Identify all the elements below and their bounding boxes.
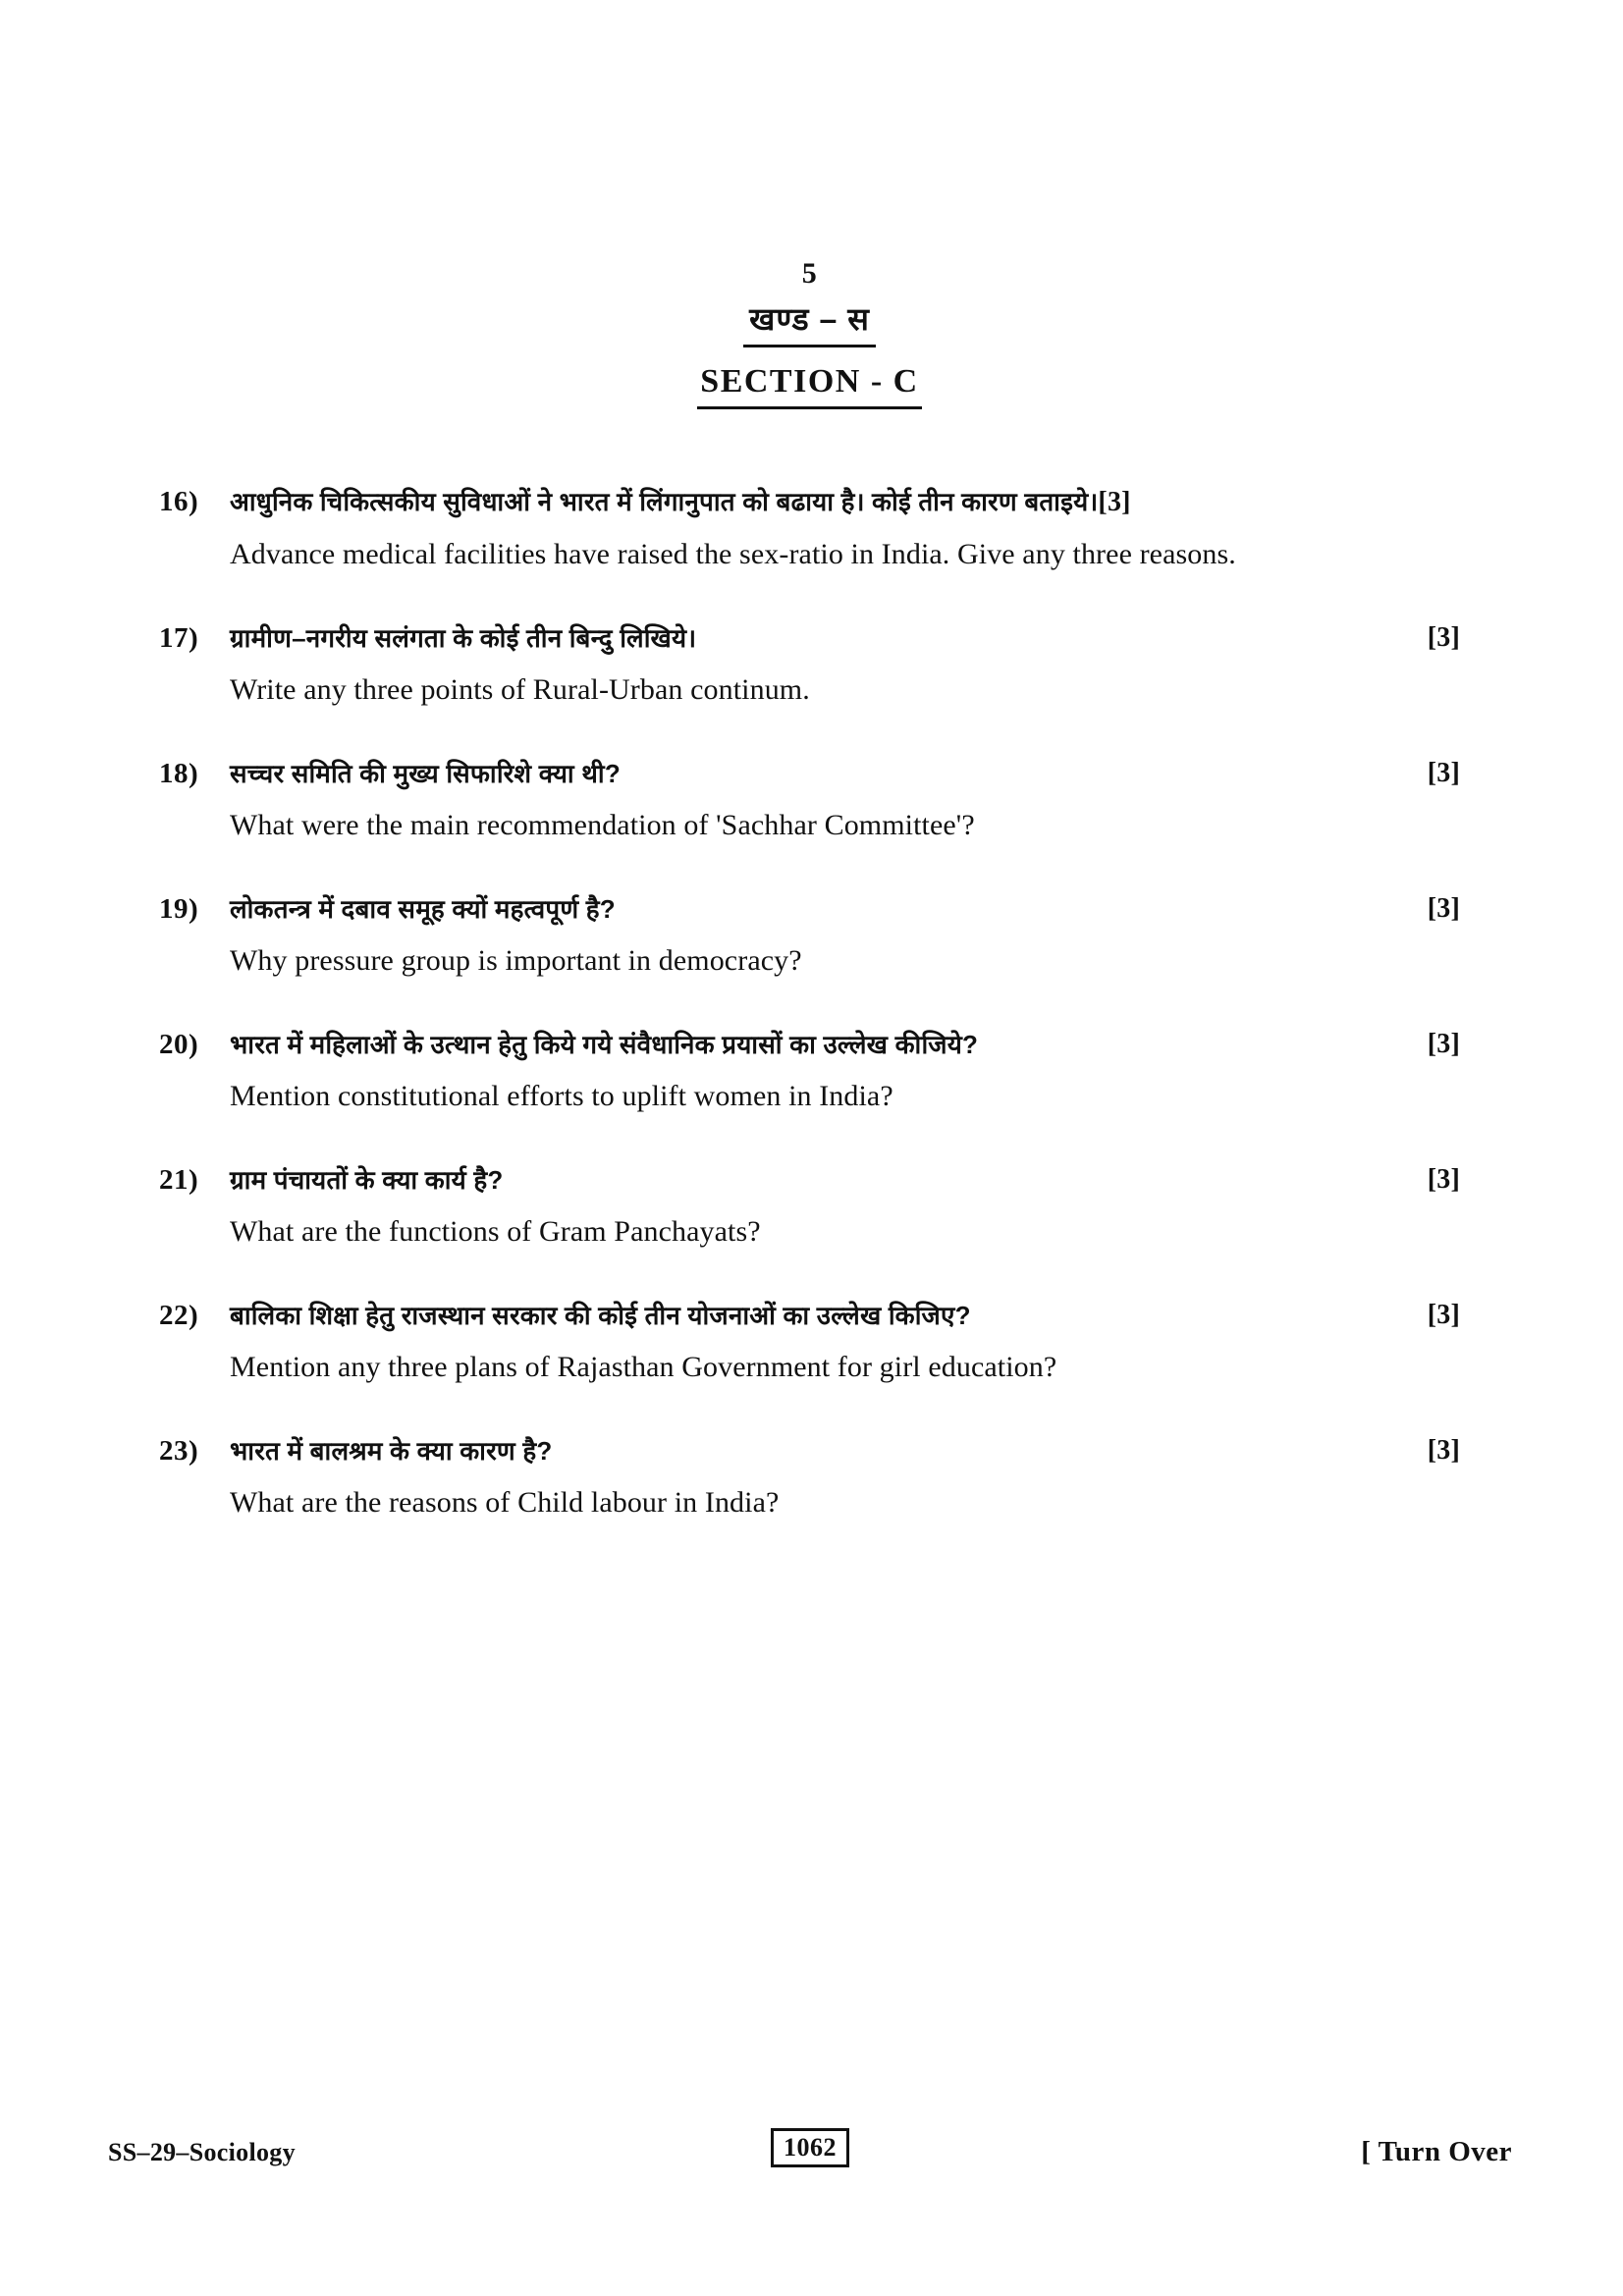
- question-body: [230, 479, 1460, 578]
- question-text-english: Advance medical facilities have raised the sex-ratio in India. Give any three reasons.: [230, 538, 1236, 570]
- page-number: 5: [801, 257, 818, 290]
- booklet-number: 1062: [771, 2128, 849, 2167]
- section-heading-hindi-text: खण्ड – स: [743, 298, 876, 347]
- question-item: [159, 886, 1460, 985]
- question-text-english: Mention constitutional efforts to uplift women in India?: [230, 1080, 893, 1112]
- question-number: 23): [159, 1435, 199, 1467]
- question-item: [159, 1157, 1460, 1255]
- question-item: [159, 1022, 1460, 1120]
- turn-over-label: [ Turn Over: [1361, 2136, 1512, 2167]
- question-number: 19): [159, 893, 199, 925]
- question-text-hindi-content: बालिका शिक्षा हेतु राजस्थान सरकार की कोई तीन योजनाओं का उल्लेख किजिए?: [230, 1301, 971, 1330]
- question-text-english: What are the reasons of Child labour in India?: [230, 1486, 780, 1519]
- question-marks: [3]: [1427, 893, 1460, 924]
- question-item: [159, 1428, 1460, 1526]
- question-body: [230, 1293, 1460, 1391]
- question-text-hindi-content: ग्रामीण–नगरीय सलंगता के कोई तीन बिन्दु लिखिये।: [230, 623, 697, 653]
- section-heading-english: [159, 361, 1460, 409]
- question-body: [230, 886, 1460, 985]
- question-text-hindi-content: भारत में महिलाओं के उत्थान हेतु किये गये संवैधानिक प्रयासों का उल्लेख कीजिये?: [230, 1030, 979, 1059]
- question-body: [230, 1428, 1460, 1526]
- question-text-hindi: [230, 1022, 1460, 1067]
- question-text-hindi: [230, 1428, 1460, 1473]
- question-text-english: What were the main recommendation of 'Sachhar Committee'?: [230, 809, 975, 841]
- question-text-hindi-content: लोकतन्त्र में दबाव समूह क्यों महत्वपूर्ण है?: [230, 894, 616, 924]
- question-number: 21): [159, 1164, 199, 1196]
- question-number: 18): [159, 758, 199, 789]
- question-text-english: Why pressure group is important in democracy?: [230, 944, 802, 977]
- question-marks: [3]: [1098, 487, 1131, 517]
- question-marks: [3]: [1427, 1164, 1460, 1195]
- question-text-english: What are the functions of Gram Panchayats?: [230, 1215, 761, 1248]
- question-text-hindi: [230, 615, 1460, 661]
- question-body: [230, 1157, 1460, 1255]
- question-text-hindi-content: आधुनिक चिकित्सकीय सुविधाओं ने भारत में लिंगानुपात को बढाया है। कोई तीन कारण बताइये।: [230, 487, 1099, 516]
- question-marks: [3]: [1427, 758, 1460, 788]
- question-number: 17): [159, 622, 199, 654]
- question-marks: [3]: [1427, 1300, 1460, 1330]
- question-item: [159, 751, 1460, 849]
- question-body: [230, 615, 1460, 714]
- question-text-hindi-content: सच्चर समिति की मुख्य सिफारिशे क्या थी?: [230, 759, 621, 788]
- question-list: [159, 479, 1460, 1564]
- question-number: 16): [159, 486, 199, 517]
- question-item: [159, 479, 1460, 578]
- paper-code: SS–29–Sociology: [108, 2138, 296, 2166]
- question-marks: [3]: [1427, 1435, 1460, 1466]
- question-marks: [3]: [1427, 622, 1460, 653]
- question-text-hindi: [230, 479, 1460, 525]
- section-heading-english-text: SECTION - C: [697, 361, 921, 409]
- question-text-english: Mention any three plans of Rajasthan Government for girl education?: [230, 1351, 1057, 1383]
- section-heading-hindi: [159, 298, 1460, 347]
- question-number: 20): [159, 1029, 199, 1060]
- question-number: 22): [159, 1300, 199, 1331]
- page-header: [159, 257, 1460, 409]
- question-marks: [3]: [1427, 1029, 1460, 1059]
- question-text-hindi-content: ग्राम पंचायतों के क्या कार्य है?: [230, 1165, 504, 1195]
- booklet-number-container: [771, 2132, 849, 2163]
- question-body: [230, 751, 1460, 849]
- question-text-hindi: [230, 751, 1460, 796]
- question-text-hindi: [230, 886, 1460, 932]
- question-body: [230, 1022, 1460, 1120]
- question-text-english: Write any three points of Rural-Urban continum.: [230, 673, 810, 706]
- question-item: [159, 615, 1460, 714]
- question-text-hindi: [230, 1157, 1460, 1202]
- question-item: [159, 1293, 1460, 1391]
- question-text-hindi: [230, 1293, 1460, 1338]
- question-text-hindi-content: भारत में बालश्रम के क्या कारण है?: [230, 1436, 553, 1466]
- page-footer: [108, 2132, 1512, 2181]
